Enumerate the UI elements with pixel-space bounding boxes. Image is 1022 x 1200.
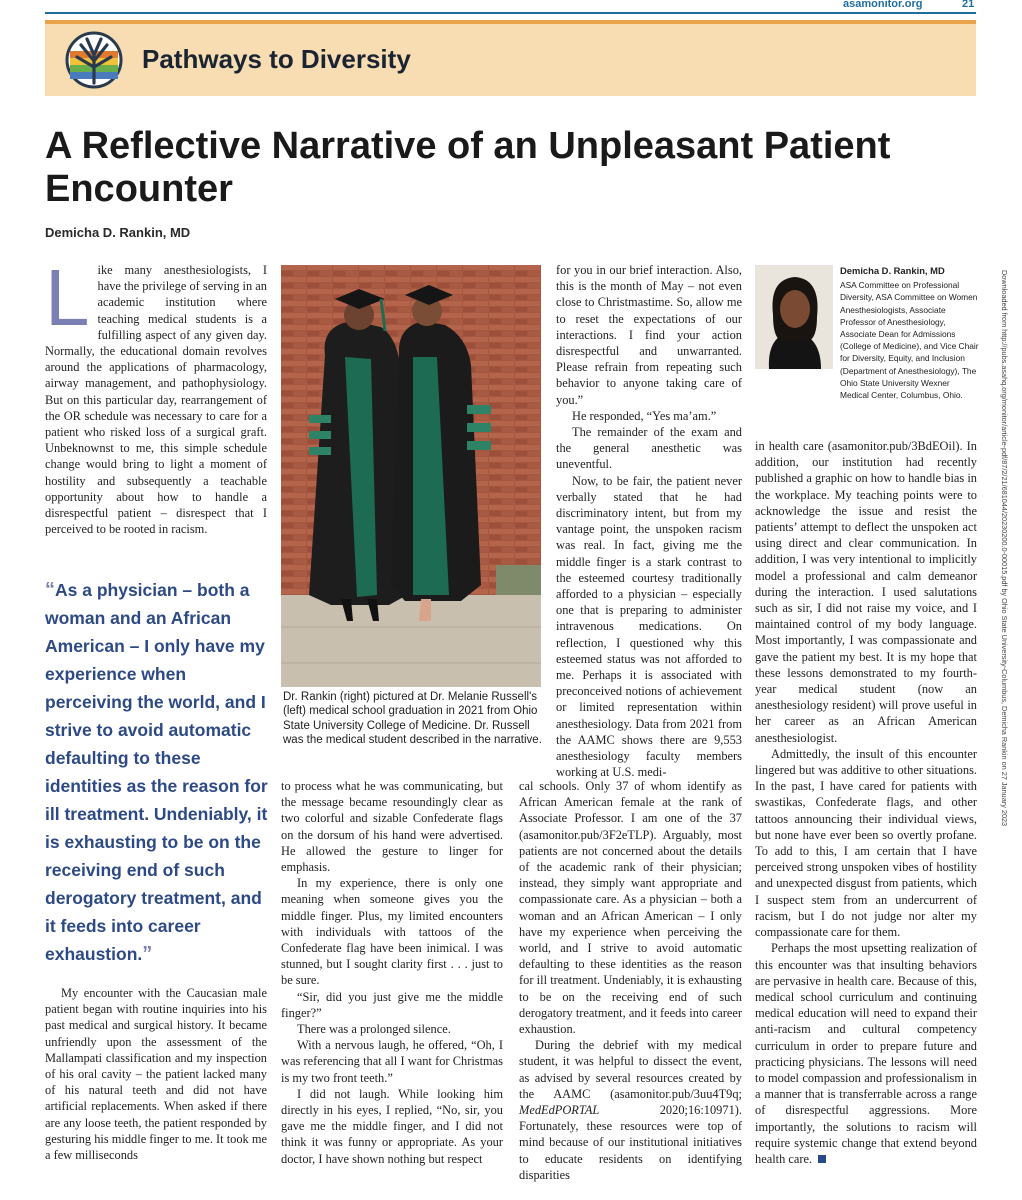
paragraph: During the debrief with my medical student, it was helpful to dissect the event, as advised by several resources created by the AAMC (asamonitor.pub/3uu4T9q; MedEdPORTAL 2020;16:10971). Fortunately, these resources were top of mind because of our institutional initiatives to educate residents on identifying disparities — [519, 1038, 742, 1182]
intro-paragraph: ike many anesthesiologists, I have the privilege of serving in an academic institution where teaching medical students is a fulfilling aspect of any given day. Normally, the educational domain revolves around the applications of pharmacology, airway management, and pathophysiology. But on this particular day, rearrangement of the OR schedule was necessary to care for a patient who risked loss of a surgical graft. Unbeknownst to me, this simple schedule change would bring to light a moment of hostility and subsequently a teachable opportunity about how to handle a disrespectful patient – disrespect that I perceived to be rooted in racism. — [45, 263, 267, 537]
graduation-photo — [281, 265, 541, 687]
journal-name: MedEdPORTAL — [519, 1103, 600, 1118]
paragraph: “Sir, did you just give me the middle finger?” — [281, 989, 503, 1020]
paragraph: I did not laugh. While looking him directly in his eyes, I replied, “No, sir, you gave me the middle finger, and I did not think it was funny or appropriate. As your doctor, I have shown nothing but respect — [281, 1086, 503, 1166]
paragraph: My encounter with the Caucasian male patient began with routine inquiries into his past medical and surgical history. It became unfriendly upon the assessment of the Mallampati classification and my inspection of his oral cavity – the patient lacked many of his natural teeth and did not have artificial replacements. When asked if there are any loose teeth, the patient responded by gesturing his middle finger to me. It took me a few milliseconds — [45, 986, 267, 1163]
column-1-intro — [45, 253, 267, 562]
column-3-bottom — [519, 778, 742, 1183]
page-number: 21 — [962, 0, 975, 10]
column-2-body — [281, 778, 503, 1167]
site-url[interactable]: asamonitor.org — [843, 0, 923, 10]
article-headline: A Reflective Narrative of an Unpleasant Patient Encounter — [45, 125, 891, 210]
column-3-top — [556, 262, 742, 781]
author-name: Demicha D. Rankin, MD — [840, 265, 945, 276]
paragraph: There was a prolonged silence. — [297, 1022, 451, 1037]
column-1-body — [45, 985, 267, 1163]
paragraph: to process what he was communicating, but the message became resoundingly clear as two colorful and sizable Confederate flags on the dorsum of his hand were advertised. He allowed the gesture to linger for emphasis. — [281, 779, 503, 875]
download-notice — [998, 270, 1012, 890]
paragraph: for you in our brief interaction. Also, this is the month of May – not even close to Christmastime. So, allow me to reset the expectations of our interactions. I find your action disrespectful and unwarranted. Please refrain from repeating such behavior to anyone taking care of you.” — [556, 263, 742, 407]
byline: Demicha D. Rankin, MD — [45, 225, 191, 240]
paragraph: in health care (asamonitor.pub/3BdEOil). In addition, our institution had recently published a graphic on how to handle bias in the workplace. My teaching points were to acknowledge the issue and resist the patients’ attempt to deflect the unspoken act using direct and clear communication. In addition, I was very intentional to implicitly model a professional and calm demeanor during the interaction. I used salutations such as sir, I did not raise my voice, and I maintained control of my body language. Most importantly, I was compassionate and gave the patient my best. It is my hope that these lessons demonstrated to my fourth-year medical student (now an anesthesiology resident) will prove useful in her career as an African American anesthesiologist. — [755, 439, 977, 745]
paragraph: With a nervous laugh, he offered, “Oh, I was referencing that all I want for Christmas is my two front teeth.” — [281, 1038, 503, 1085]
author-headshot — [755, 265, 833, 369]
paragraph: Perhaps the most upsetting realization of this encounter was that insulting behaviors are pervasive in health care. Because of this, medical school curriculum and continuing medical education will need to expand their anti-racism and cultural competency curriculum in order to prepare future and practicing physicians. The lessons will need to model compassion and professionalism in a manner that is transferrable across a range of disrespectful aggressions. More importantly, the solutions to racism will require systemic change that extend beyond health care. — [755, 941, 977, 1166]
end-mark-icon — [818, 1155, 826, 1163]
paragraph: The remainder of the exam and the general anesthetic was uneventful. — [556, 425, 742, 472]
pull-quote-text: As a physician – both a woman and an African American – I only have my experience when perceiving the world, and I strive to avoid automatic defaulting to these identities as the reason for ill treatment. Undeniably, it is exhausting to be on the receiving end of such derogatory treatment, and it feeds into career exhaustion. — [45, 580, 268, 964]
column-4-body — [755, 438, 977, 1167]
paragraph: cal schools. Only 37 of whom identify as African American female at the rank of Associate Professor. I am one of the 37 (asamonitor.pub/3F2eTLP). Arguably, most patients are not concerned about the details of the academic rank of their physician; instead, they simply want appropriate and compassionate care. As a physician – both a woman and an African American – I only have my experience when perceiving the world, and I strive to avoid automatic defaulting to these identities as the reason for ill treatment. Undeniably, it is exhausting to be on the receiving end of such derogatory treatment, and it feeds into career exhaustion. — [519, 779, 742, 1037]
photo-caption: Dr. Rankin (right) pictured at Dr. Melanie Russell's (left) medical school graduation in 2021 from Ohio State University College of Medicine. Dr. Russell was the medical student described in the narrative. — [283, 691, 542, 747]
section-banner — [45, 20, 976, 96]
diversity-tree-logo-icon — [65, 31, 123, 89]
open-quote-icon: “ — [45, 579, 55, 601]
close-quote-icon: ” — [142, 943, 153, 965]
pull-quote — [45, 576, 273, 968]
section-title: Pathways to Diversity — [142, 44, 411, 74]
author-bio: ASA Committee on Professional Diversity, ASA Committee on Women Anesthesiologists, Associate Professor of Anesthesiology, Associate Dean for Admissions (College of Medicine), and Vice Chair for Diversity, Equity, and Inclusion (Department of Anesthesiology), The Ohio State University Wexner Medical Center, Columbus, Ohio. — [840, 280, 979, 401]
author-info — [840, 265, 980, 401]
header-rule — [45, 12, 976, 14]
paragraph: Now, to be fair, the patient never verbally stated that he had discriminatory intent, but from my vantage point, the unspoken racism was real. In fact, giving me the middle finger is a stark contrast to the esteemed courtesy traditionally afforded to a physician – especially one that is preparing to administer intravenous medications. On reflection, I questioned why this esteemed status was not afforded to me. Perhaps it is associated with preconceived notions of achievement or limited representation within anesthesiology. Data from 2021 from the AAMC shows there are 9,553 anesthesiology faculty members working at U.S. medi- — [556, 473, 742, 780]
drop-cap: L — [45, 253, 90, 342]
paragraph: Admittedly, the insult of this encounter lingered but was additive to other situations. In the past, I have cared for patients with swastikas, Confederate flags, and other tattoos announcing their individual views, but none have ever been so overtly profane. To add to this, I am certain that I have perceived strong unspoken vibes of hostility and unexpected disgust from patients, which I suspect stem from an undercurrent of racism, but I do not judge nor alter my compassionate care for them. — [755, 746, 977, 940]
paragraph: He responded, “Yes ma’am.” — [572, 408, 717, 423]
download-notice-text: Downloaded from http://pubs.asahq.org/monitor/article-pdf/87/2/21/681044/20230200.0-00015.pdf by Ohio State University-Columbus, Demicha Rankin on 27 January 2023 — [1000, 270, 1009, 827]
paragraph: In my experience, there is only one meaning when someone gives you the middle finger. Plus, my limited encounters with individuals with tattoos of the Confederate flag have been inimical. I was stunned, but I sought clarity first . . . just to be sure. — [281, 876, 503, 988]
